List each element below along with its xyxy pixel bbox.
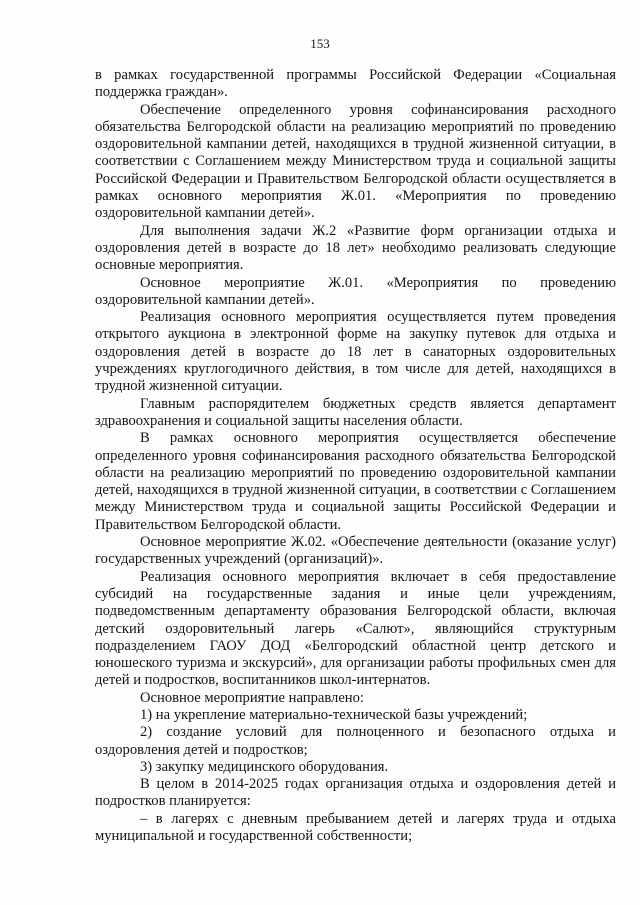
paragraph: В целом в 2014-2025 годах организация отдыха и оздоровления детей и подростков планируется: [95, 776, 616, 810]
paragraph: в рамках государственной программы Российской Федерации «Социальная поддержка граждан». [95, 67, 616, 101]
list-item: 3) закупку медицинского оборудования. [140, 758, 389, 775]
list-item: – в лагерях с дневным пребыванием детей и лагерях труда и отдыха муниципальной и государственной собственности; [95, 810, 616, 845]
document-body [95, 67, 616, 845]
list-item: 2) создание условий для полноценного и безопасного отдыха и оздоровления детей и подростков; [95, 724, 616, 758]
paragraph: Реализация основного мероприятия включает в себя предоставление субсидий на государственные задания и иные цели учреждениям, подведомственным департаменту образования Белгородской области, включая детский оздоровительный лагерь «Салют», являющийся структурным подразделением ГАОУ ДОД «Белгородский областной центр детского и юношеского туризма и экскурсий», для организации работы профильных смен для детей и подростков, воспитанников школ-интернатов. [95, 568, 616, 689]
paragraph: Основное мероприятие направлено: [140, 689, 364, 706]
paragraph: В рамках основного мероприятия осуществляется обеспечение определенного уровня софинансирования расходного обязательства Белгородской области на реализацию мероприятий по проведению оздоровительной кампании детей, находящихся в трудной жизненной ситуации, в соответствии с Соглашением между Министерством труда и социальной защиты Российской Федерации и Правительством Белгородской области. [95, 430, 616, 533]
page-number: 153 [310, 36, 330, 51]
paragraph: Главным распорядителем бюджетных средств является департамент здравоохранения и социальной защиты населения области. [95, 395, 616, 429]
paragraph: Обеспечение определенного уровня софинансирования расходного обязательства Белгородской области на реализацию мероприятий по проведению оздоровительной кампании детей, находящихся в трудной жизненной ситуации, в соответствии с Соглашением между Министерством труда и социальной защиты Российской Федерации и Правительством Белгородской области осуществляется в рамках основного мероприятия Ж.01. «Мероприятия по проведению оздоровительной кампании детей». [95, 101, 616, 222]
paragraph: Основное мероприятие Ж.02. «Обеспечение деятельности (оказание услуг) государственных учреждений (организаций)». [95, 534, 616, 568]
paragraph: Основное мероприятие Ж.01. «Мероприятия по проведению оздоровительной кампании детей». [95, 274, 616, 308]
paragraph: Для выполнения задачи Ж.2 «Развитие форм организации отдыха и оздоровления детей в возрасте до 18 лет» необходимо реализовать следующие основные мероприятия. [95, 222, 616, 274]
list-item: 1) на укрепление материально-технической базы учреждений; [140, 706, 528, 723]
paragraph: Реализация основного мероприятия осуществляется путем проведения открытого аукциона в электронной форме на закупку путевок для отдыха и оздоровления детей в возрасте до 18 лет в санаторных оздоровительных учреждениях круглогодичного действия, в том числе для детей, находящихся в трудной жизненной ситуации. [95, 309, 616, 395]
